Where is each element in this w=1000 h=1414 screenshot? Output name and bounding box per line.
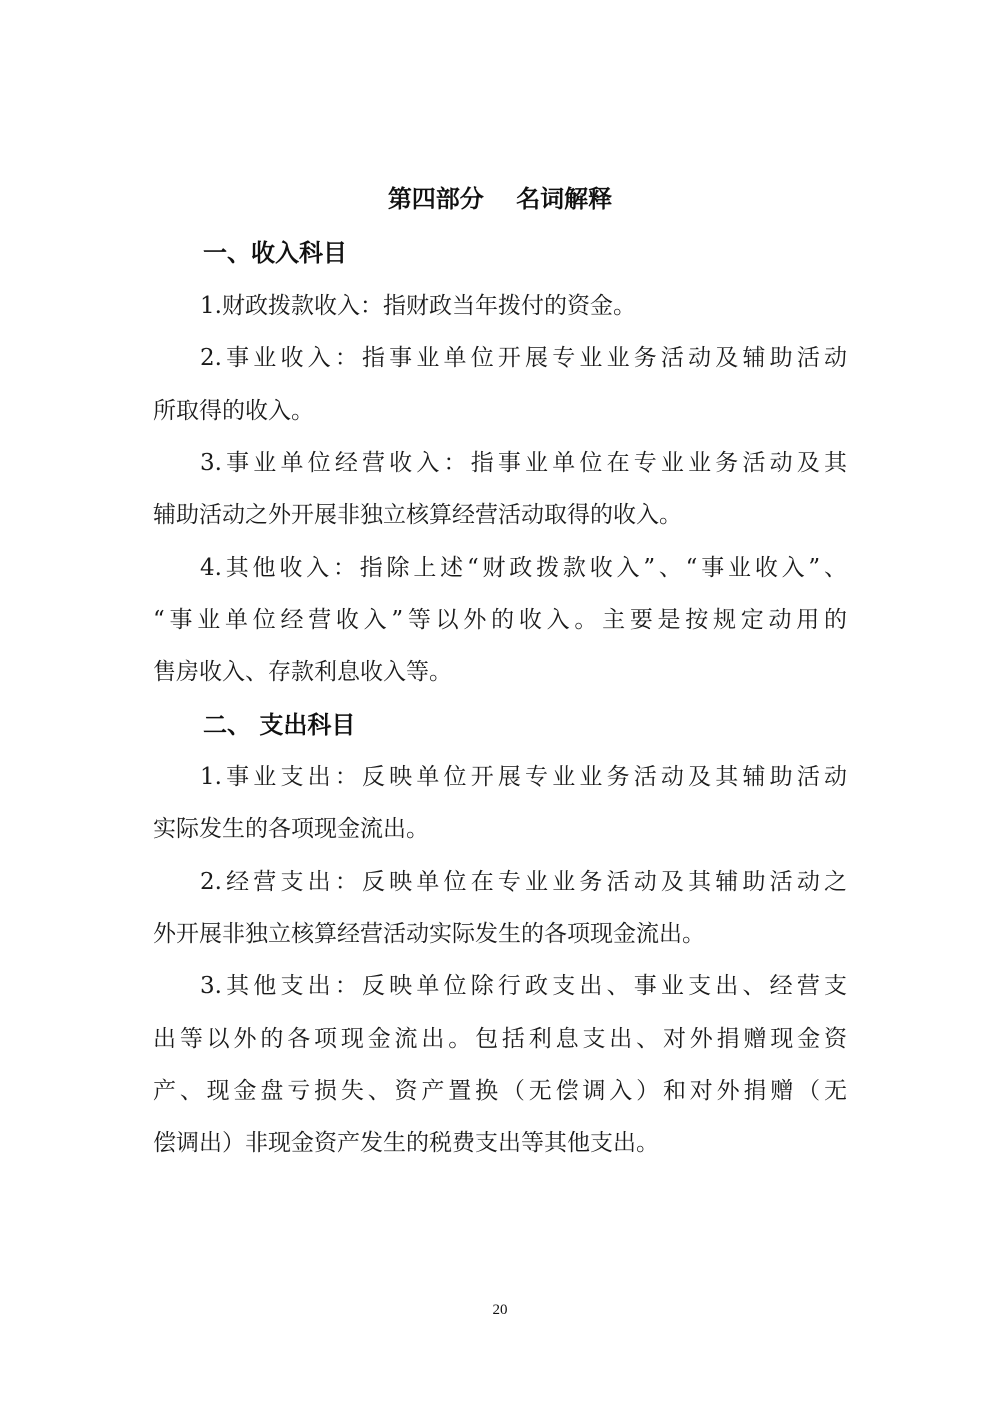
expense-item-2-line-2: 外开展非独立核算经营活动实际发生的各项现金流出。: [153, 921, 705, 947]
section-heading-expense: 二、 支出科目: [203, 711, 356, 739]
income-item-3-line-1: 3.事业单位经营收入：指事业单位在专业业务活动及其: [200, 450, 847, 476]
expense-item-3-line-1: 3.其他支出：反映单位除行政支出、事业支出、经营支: [200, 973, 847, 999]
expense-item-3-line-3: 产、现金盘亏损失、资产置换（无偿调入）和对外捐赠（无: [153, 1078, 847, 1104]
income-item-1-line-1: 1.财政拨款收入：指财政当年拨付的资金。: [200, 293, 636, 319]
income-item-2-line-2: 所取得的收入。: [153, 398, 314, 424]
income-item-4-line-1: 4.其他收入：指除上述“财政拨款收入”、“事业收入”、: [200, 555, 847, 581]
expense-item-2-line-1: 2.经营支出：反映单位在专业业务活动及其辅助活动之: [200, 869, 847, 895]
expense-item-1-line-1: 1.事业支出：反映单位开展专业业务活动及其辅助活动: [200, 764, 847, 790]
expense-item-3-line-4: 偿调出）非现金资产发生的税费支出等其他支出。: [153, 1130, 659, 1156]
section-heading-income: 一、收入科目: [203, 239, 347, 267]
page-number: 20: [492, 1302, 508, 1318]
expense-item-3-line-2: 出等以外的各项现金流出。包括利息支出、对外捐赠现金资: [153, 1026, 847, 1052]
income-item-4-line-3: 售房收入、存款利息收入等。: [153, 659, 452, 685]
income-item-2-line-1: 2.事业收入：指事业单位开展专业业务活动及辅助活动: [200, 345, 847, 371]
income-item-3-line-2: 辅助活动之外开展非独立核算经营活动取得的收入。: [153, 502, 682, 528]
expense-item-1-line-2: 实际发生的各项现金流出。: [153, 816, 429, 842]
income-item-4-line-2: “事业单位经营收入”等以外的收入。主要是按规定动用的: [153, 607, 847, 633]
page-title: 第四部分 名词解释: [387, 185, 613, 213]
